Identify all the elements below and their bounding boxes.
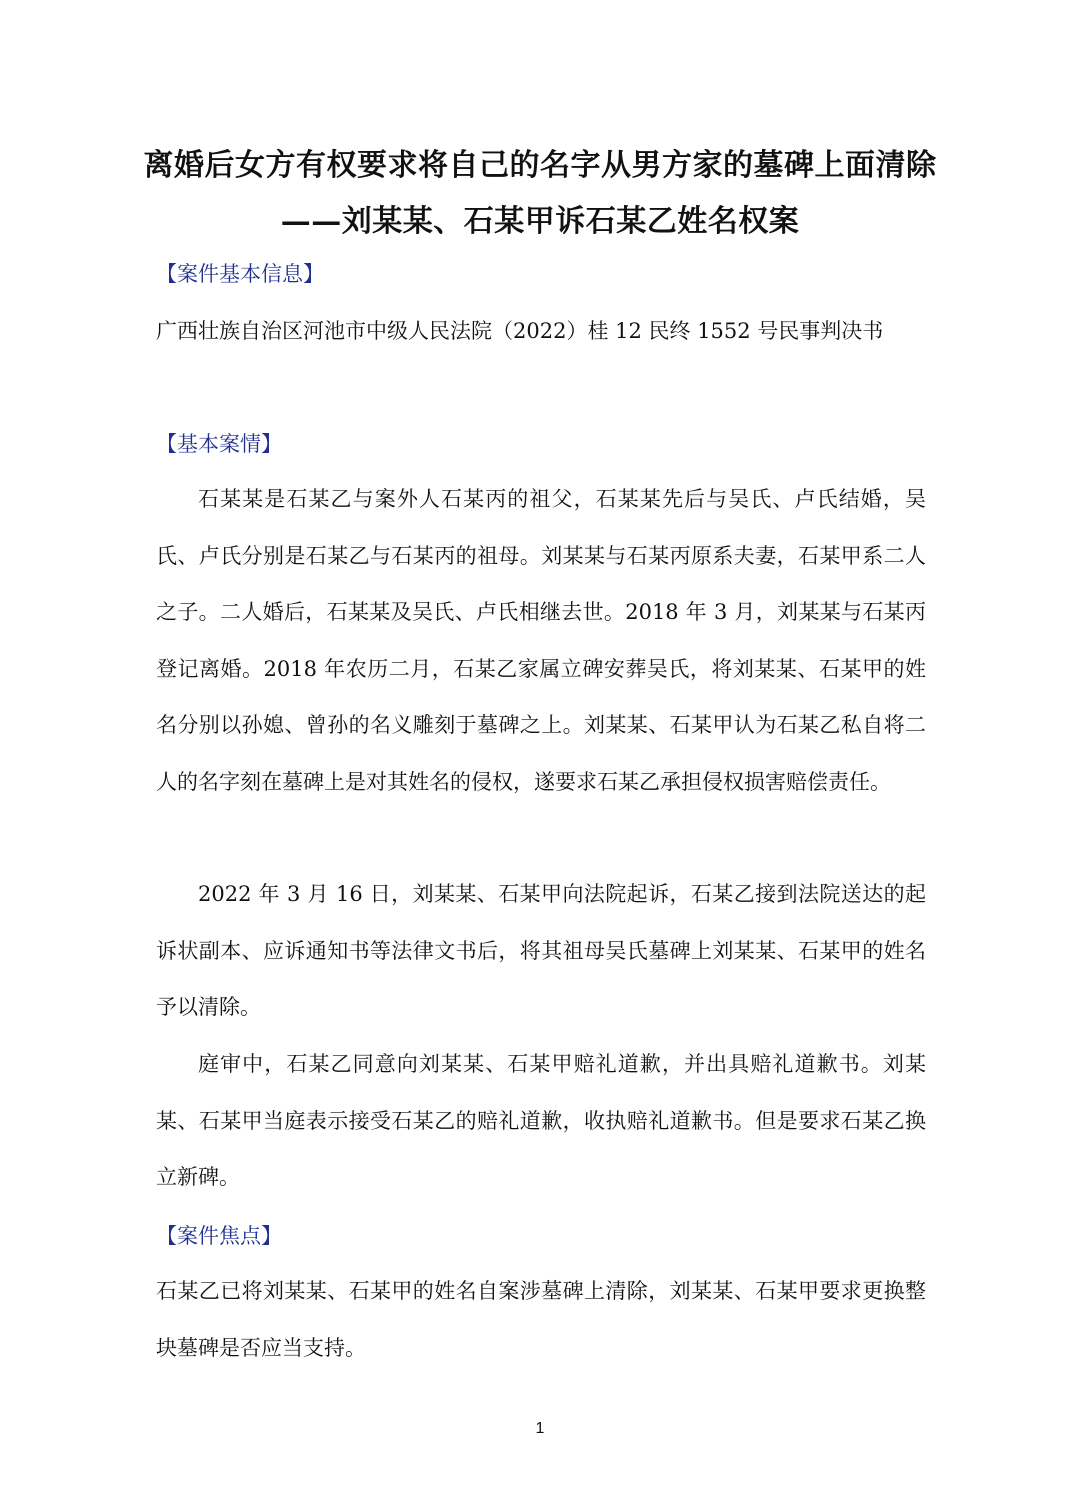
- document-title: 离婚后女方有权要求将自己的名字从男方家的墓碑上面清除: [143, 148, 937, 183]
- document-subtitle: ——刘某某、石某甲诉石某乙姓名权案: [280, 204, 800, 239]
- section-heading-basic-info: 【案件基本信息】: [156, 262, 324, 286]
- section-heading-focus: 【案件焦点】: [156, 1224, 282, 1248]
- facts-paragraph: 2022 年 3 月 16 日，刘某某、石某甲向法院起诉，石某乙接到法院送达的起诉状副本、应诉通知书等法律文书后，将其祖母吴氏墓碑上刘某某、石某甲的姓名予以清除。: [156, 882, 926, 1019]
- facts-paragraph: 石某某是石某乙与案外人石某丙的祖父，石某某先后与吴氏、卢氏结婚，吴氏、卢氏分别是石某乙与石某丙的祖母。刘某某与石某丙原系夫妻，石某甲系二人之子。二人婚后，石某某及吴氏、卢氏相继去世。2018 年 3 月，刘某某与石某丙登记离婚。2018 年农历二月，石某乙家属立碑安葬吴氏，将刘某某、石某甲的姓名分别以孙媳、曾孙的名义雕刻于墓碑之上。刘某某、石某甲认为石某乙私自将二人的名字刻在墓碑上是对其姓名的侵权，遂要求石某乙承担侵权损害赔偿责任。: [156, 487, 926, 794]
- section-heading-facts: 【基本案情】: [156, 432, 282, 456]
- page-number: 1: [535, 1420, 545, 1437]
- facts-paragraph: 庭审中，石某乙同意向刘某某、石某甲赔礼道歉，并出具赔礼道歉书。刘某某、石某甲当庭表示接受石某乙的赔礼道歉，收执赔礼道歉书。但是要求石某乙换立新碑。: [156, 1052, 926, 1189]
- focus-paragraph: 石某乙已将刘某某、石某甲的姓名自案涉墓碑上清除，刘某某、石某甲要求更换整块墓碑是否应当支持。: [156, 1279, 926, 1360]
- court-judgment-reference: 广西壮族自治区河池市中级人民法院（2022）桂 12 民终 1552 号民事判决书: [156, 319, 884, 343]
